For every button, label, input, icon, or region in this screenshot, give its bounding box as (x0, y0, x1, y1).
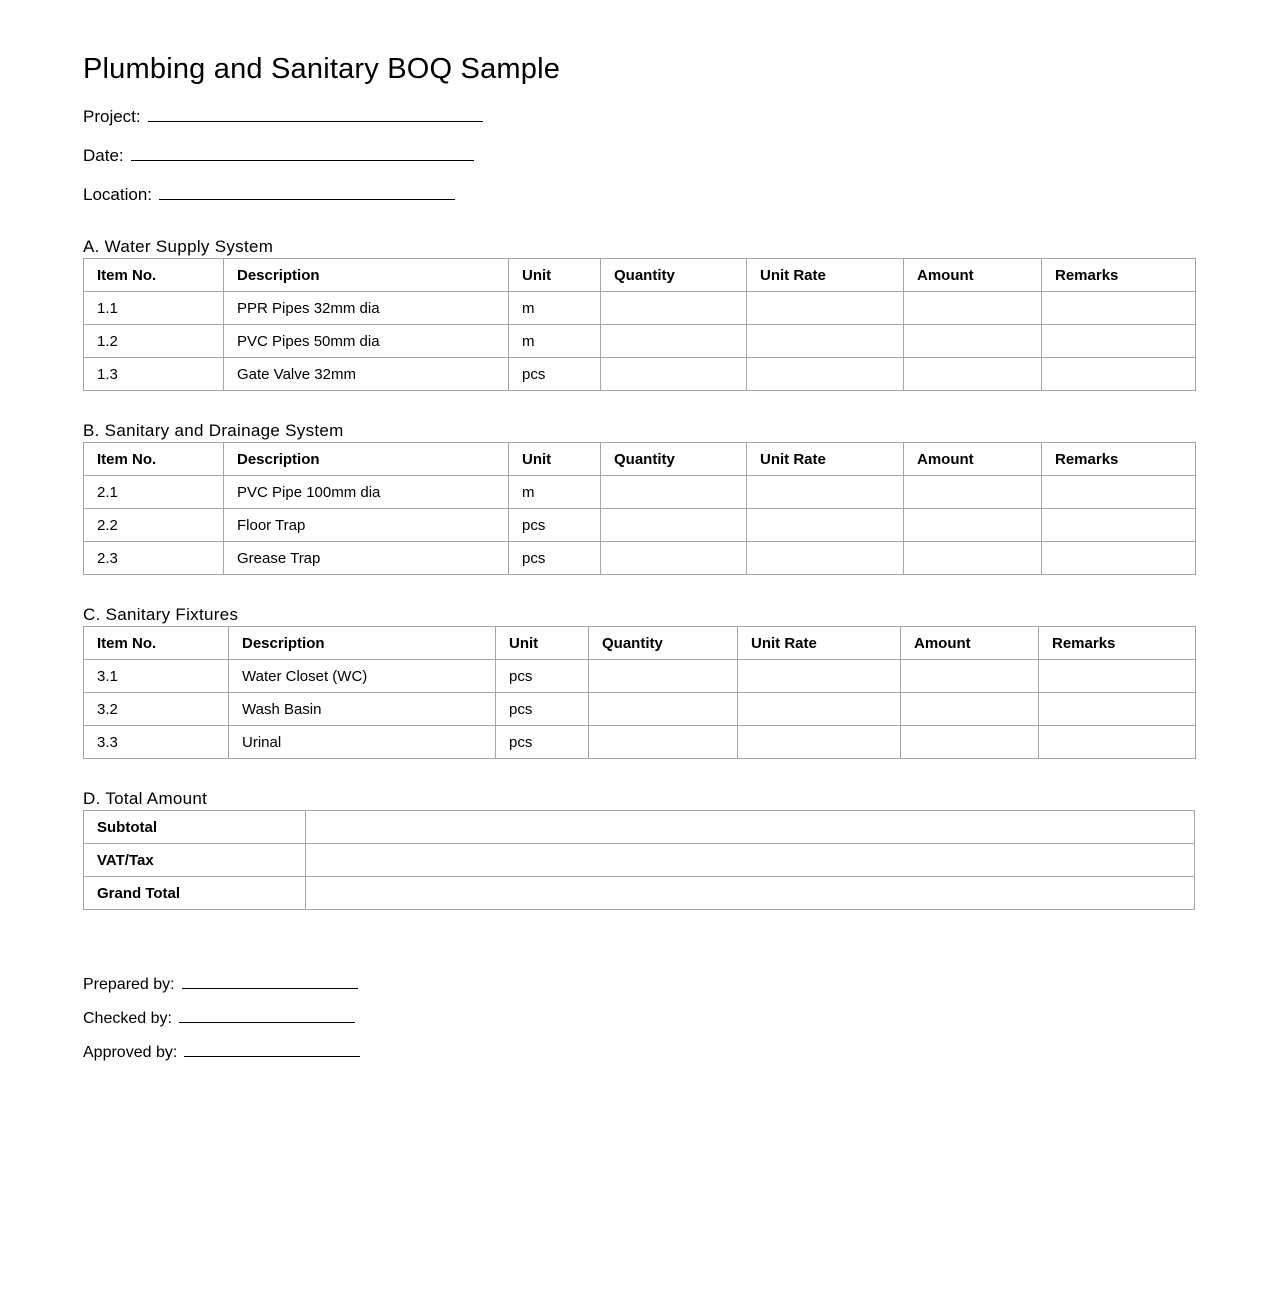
unit-cell: pcs (509, 509, 601, 542)
unit-rate-cell (738, 726, 901, 759)
description-cell: PPR Pipes 32mm dia (224, 292, 509, 325)
col-header-item-no: Item No. (84, 443, 224, 476)
section-c-heading: C. Sanitary Fixtures (83, 605, 239, 624)
col-header-amount: Amount (904, 443, 1042, 476)
col-header-item-no: Item No. (84, 259, 224, 292)
vat-tax-label-cell: VAT/Tax (84, 844, 306, 877)
table-row (84, 476, 1196, 509)
col-header-remarks: Remarks (1042, 443, 1196, 476)
subtotal-label-cell: Subtotal (84, 811, 306, 844)
col-header-quantity: Quantity (589, 627, 738, 660)
project-blank-line (148, 105, 483, 122)
col-header-remarks: Remarks (1042, 259, 1196, 292)
description-cell: Wash Basin (229, 693, 496, 726)
description-cell: Gate Valve 32mm (224, 358, 509, 391)
col-header-unit-rate: Unit Rate (738, 627, 901, 660)
remarks-cell (1042, 476, 1196, 509)
item-no-cell: 1.1 (84, 292, 224, 325)
remarks-cell (1042, 542, 1196, 575)
amount-cell (901, 660, 1039, 693)
subtotal-value-cell (306, 811, 1195, 844)
item-no-cell: 2.1 (84, 476, 224, 509)
table-row (84, 693, 1196, 726)
unit-rate-cell (747, 509, 904, 542)
table-row (84, 292, 1196, 325)
location-label: Location: (83, 185, 152, 204)
description-cell: PVC Pipe 100mm dia (224, 476, 509, 509)
unit-cell: pcs (509, 542, 601, 575)
col-header-amount: Amount (901, 627, 1039, 660)
item-no-cell: 3.1 (84, 660, 229, 693)
table-header-row (84, 259, 1196, 292)
project-field (83, 105, 1195, 129)
amount-cell (904, 292, 1042, 325)
col-header-description: Description (229, 627, 496, 660)
col-header-unit-rate: Unit Rate (747, 259, 904, 292)
amount-cell (904, 542, 1042, 575)
approved-by-field (83, 1041, 1195, 1065)
quantity-cell (589, 726, 738, 759)
col-header-unit: Unit (496, 627, 589, 660)
page-title: Plumbing and Sanitary BOQ Sample (83, 53, 561, 85)
sanitary-drainage-table (83, 442, 1196, 575)
quantity-cell (589, 660, 738, 693)
table-row (84, 811, 1195, 844)
header-fields (83, 105, 1195, 207)
unit-cell: pcs (509, 358, 601, 391)
prepared-by-field (83, 973, 1195, 997)
remarks-cell (1042, 325, 1196, 358)
table-row (84, 358, 1196, 391)
table-row (84, 877, 1195, 910)
remarks-cell (1042, 358, 1196, 391)
description-cell: Water Closet (WC) (229, 660, 496, 693)
remarks-cell (1039, 693, 1196, 726)
col-header-description: Description (224, 259, 509, 292)
checked-by-label: Checked by: (83, 1010, 172, 1027)
col-header-unit-rate: Unit Rate (747, 443, 904, 476)
quantity-cell (601, 292, 747, 325)
amount-cell (904, 358, 1042, 391)
remarks-cell (1042, 509, 1196, 542)
table-row (84, 542, 1196, 575)
vat-tax-value-cell (306, 844, 1195, 877)
description-cell: Urinal (229, 726, 496, 759)
remarks-cell (1039, 726, 1196, 759)
prepared-by-blank-line (182, 973, 358, 989)
remarks-cell (1039, 660, 1196, 693)
date-label: Date: (83, 146, 124, 165)
location-blank-line (159, 183, 455, 200)
section-b-heading: B. Sanitary and Drainage System (83, 421, 344, 440)
item-no-cell: 3.3 (84, 726, 229, 759)
table-row (84, 726, 1196, 759)
table-row (84, 509, 1196, 542)
quantity-cell (589, 693, 738, 726)
quantity-cell (601, 476, 747, 509)
signature-block (83, 973, 1195, 1065)
section-d-heading: D. Total Amount (83, 789, 208, 808)
item-no-cell: 2.3 (84, 542, 224, 575)
prepared-by-label: Prepared by: (83, 976, 175, 993)
unit-cell: pcs (496, 693, 589, 726)
item-no-cell: 3.2 (84, 693, 229, 726)
location-field (83, 183, 1195, 207)
grand-total-label-cell: Grand Total (84, 877, 306, 910)
col-header-description: Description (224, 443, 509, 476)
remarks-cell (1042, 292, 1196, 325)
unit-cell: m (509, 325, 601, 358)
amount-cell (904, 476, 1042, 509)
unit-rate-cell (747, 358, 904, 391)
quantity-cell (601, 542, 747, 575)
item-no-cell: 1.2 (84, 325, 224, 358)
col-header-unit: Unit (509, 443, 601, 476)
amount-cell (901, 693, 1039, 726)
unit-rate-cell (747, 542, 904, 575)
item-no-cell: 1.3 (84, 358, 224, 391)
amount-cell (904, 325, 1042, 358)
approved-by-label: Approved by: (83, 1044, 178, 1061)
amount-cell (901, 726, 1039, 759)
table-row (84, 844, 1195, 877)
grand-total-value-cell (306, 877, 1195, 910)
section-a-heading: A. Water Supply System (83, 237, 274, 256)
unit-cell: m (509, 292, 601, 325)
table-header-row (84, 627, 1196, 660)
unit-rate-cell (738, 693, 901, 726)
unit-rate-cell (747, 292, 904, 325)
col-header-item-no: Item No. (84, 627, 229, 660)
col-header-unit: Unit (509, 259, 601, 292)
checked-by-blank-line (179, 1007, 355, 1023)
col-header-remarks: Remarks (1039, 627, 1196, 660)
col-header-quantity: Quantity (601, 443, 747, 476)
quantity-cell (601, 325, 747, 358)
table-row (84, 660, 1196, 693)
unit-cell: pcs (496, 726, 589, 759)
unit-cell: m (509, 476, 601, 509)
description-cell: Grease Trap (224, 542, 509, 575)
unit-rate-cell (738, 660, 901, 693)
checked-by-field (83, 1007, 1195, 1031)
item-no-cell: 2.2 (84, 509, 224, 542)
col-header-amount: Amount (904, 259, 1042, 292)
date-field (83, 144, 1195, 168)
amount-cell (904, 509, 1042, 542)
quantity-cell (601, 358, 747, 391)
table-header-row (84, 443, 1196, 476)
water-supply-table (83, 258, 1196, 391)
date-blank-line (131, 144, 474, 161)
sanitary-fixtures-table (83, 626, 1196, 759)
quantity-cell (601, 509, 747, 542)
description-cell: Floor Trap (224, 509, 509, 542)
unit-cell: pcs (496, 660, 589, 693)
unit-rate-cell (747, 325, 904, 358)
table-row (84, 325, 1196, 358)
unit-rate-cell (747, 476, 904, 509)
description-cell: PVC Pipes 50mm dia (224, 325, 509, 358)
total-amount-table (83, 810, 1195, 910)
approved-by-blank-line (184, 1041, 360, 1057)
project-label: Project: (83, 107, 141, 126)
col-header-quantity: Quantity (601, 259, 747, 292)
